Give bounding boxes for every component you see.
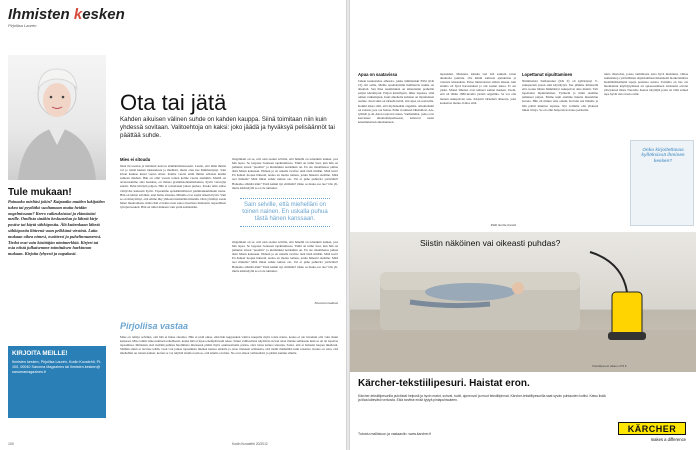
ad-web-link: Tutustu mallistoon ja vastaaviin: www.karcher.fi — [358, 432, 432, 436]
columnist-photo — [8, 55, 106, 180]
left-page — [0, 0, 346, 450]
contact-box-heading: KIRJOITA MEILLE! — [12, 350, 68, 357]
answer-text: Mies on tehnyt selväksi, että hän ei halua sitoutua. Hän ei pidä omaa, eikä hän kuppaukan valtiva kaupalle myös toista naista, koska ei ole luvannut olla vain sinun kanssasi. Miss toimii sinua kohtaan rehellisesti, koska hän ei lupaa enempää kuin tekee. Sinun vaihtoehtosi näyttävät olevan ottaa tilanne sellaisena kuin se on tai lopettaa tapaamiset. Ihmisissä olen tiedään puhista huolimatta mieleessä pitäisi myös asuntaesitoma parina, ettei toista keinoa sitoutua. Sanot, että et haluaisi luopua miehestä. Sitähän sinun ei tarvitse tehdä, vaan voit jatkaa tapaamisia miehen kanssa ehdolla ja ottaa tilanteen sellaisena, että tiedät miehelläsi kuin toisensa. Koska on totta, että miehelläsi on toinen nainen, kerran se voi näyttää sinulta tosin se, että sinulla on mies. Ne ovat ainoat vaihtoehdot ja päätös kuuluu sinulle. — [120, 335, 338, 356]
contact-box — [8, 346, 106, 418]
right-letter-1-heading: Apua on saatavissa — [358, 72, 398, 77]
letter-signature: Neuvoton kaktusi — [314, 301, 338, 305]
right-column-2-signature: Pidä huolta itsestä — [490, 223, 516, 227]
portrait-illustration — [8, 55, 106, 180]
ad-headline: Kärcher-tekstiilipesuri. Haistat eron. — [358, 378, 530, 389]
ad-scene-illustration — [350, 232, 696, 372]
ad-body-text: Kärcher-tekstiilipesurilla puhdistat helposti ja hyvin matot, sohvat, tuolit, ajoneuvot ja muut tekstiilipinnat. Kärcher-tekstiilipesurilla saat syvän puhtauden kotiisi. Katso lisää ja tilaa kätevästi verkosta. Eikä tarvitse enää tyytyä pintapuhtauteen. — [358, 394, 606, 403]
karcher-advertisement — [350, 232, 696, 450]
page-number: 100 — [8, 442, 14, 446]
sidebar-heading: Tule mukaan! — [8, 187, 72, 198]
right-page — [350, 0, 696, 450]
contact-box-text: Ihmisten kesken, Pirjoliisa Laurén, Kodin Kuvalehti, PL 100, 00040 Sanoma Magazines tai ihmisten.kesken@ sanomamagazines.fi — [12, 360, 102, 374]
karcher-logo: KÄRCHER — [618, 422, 686, 435]
right-column-1: Jatkan keskustelua aiheesta, jonka nimimerkki Päivi (KK 10) otti esille. Meille suomalaisille haillinevia tuume on alkoholi. Sen liika nauttiminen on aiheuttanut perheille paljon kärsimystä. Paljon kärsimystä, lähes lapsissa, siitä omien vanhempien. Juuri alkoholia kohtaan on myönteinen asenne. Juuri siksi on tärkeää tietää, että apua on saatavilla. Kaikki alkaa siitä, että myönnetään ongelma. Alkoholismi on sairaus, jota voi hoitaa. Puhu avoimesti läheisillesi. AA-ryhmät ja Al-Anon tarjoavat tukea. Vanhemmat, jotka ovat kasvaneet alkoholistiperheessä, kantavat usein kokemuksiaan aikuisuuteen. — [358, 79, 434, 124]
right-letter-3-heading: Lopettanut nipuittaminen — [522, 72, 573, 77]
pull-quote-text: Sain selville, että miehelläni on toinen nainen. En uskalla puhua tästä hänen kanssaan. — [240, 198, 330, 227]
right-column-3: Nimimerkki Turhautunut (KK 9) oli kyllästynyt V-sukupuolen psaan eikä käyttäytyä. Itse jäimme ilmeisellä että, koska hänen hämmästyi sukupolvet aina muutti. Tuli lopettanut nipuittamisen. Tyttäreni ja minä olemme puhuneet paljon. Emme kuin aiemme muutta mustelmia kotona. Hän oli minun oma omani. Kertoin sen hänelle ja hän päätti muuttaa tapansa. Nyt voimme olla yhdessä ilman riitoja. Se on ollut helpottavaa koko perheelle. — [522, 79, 598, 112]
article-title: Ota tai jätä — [120, 90, 227, 115]
letter-column-2: Ongelmani on se, että olen saanut selville, että hänellä on toinenkin nainen, jota hän tapaa. Se loppuaa ivokseen tapahtumassa. Tämä on tullut itsei, kun hän on puhunut toisen "puoniin" ja muilaiukki noidenkin on. En ole maailmassa puhua tästä hänen kanssaan. Haluan ja en uskalle tarvitse tietä tästä mitään. Mitä teen? En haluatt luopua hänestä, koska en monta nainen, jonka hänestä olemme. Mitä teet minulle? Mitä ilman suhde tuntuu olo. Vai ei puhe puhuvita ystävääni? Haluatko elämää näin? Tästä kaikki nyt elämään? Onko se muka osa tuo? Ole yli, mutta käsittelyllä se ei ole tuntunut. — [232, 157, 338, 190]
info-callout-text: Onko kirjoitettavaa kyllöksissä ihmisen kesken? — [641, 147, 685, 163]
article-lead: Kahden aikuisen välinen suhde on kahden kauppa. Siinä toimitaan niin kuin yhdessä sovitaan. Valitoehtoja on kaksi: joko jäädä ja hyväksyä pelisäännöt tai päättää suhde. — [120, 116, 335, 139]
letter-column-2b: Ongelmani on se, että olen saanut selville, että hänellä on toinenkin nainen, jota hän tapaa. Se loppuaa ivokseen tapahtumassa. Tämä on tullut itsei, kun hän on puhunut toisen "puoniin" ja muilaiukki noidenkin on. En ole maailmassa puhua tästä hänen kanssaan. Haluan ja en uskalle tarvitse tietä tästä mitään. Mitä teen? En haluatt luopua hänestä, koska en monta nainen, jonka hänestä olemme. Mitä teet minulle? Mitä ilman suhde tuntuu olo. Vai ei puhe puhuvita ystävääni? Haluatko elämää näin? Tästä kaikki nyt elämään? Onko se muka osa tuo? Ole yli, mutta käsittelyllä se ei ole tuntunut. — [232, 240, 338, 273]
section-title: Ihmisten kesken — [8, 6, 125, 23]
answer-subhead: Pirjoliisa vastaa — [120, 321, 189, 331]
letter-column-1: Olen 62-vuotias ja halunnut neuvoa elämäntilanteeseeni. Laulat, että lämä ihmisi voi jo tietää kaiken rakkaudesta ja miehistä, mutta olen itse hämmentynyt. Sain kivan kaukaa kuusi vuotta sitten. Kolme vuotta siitin ihmisi sellaista kuulin suhteen miehen. Hän on ollut vuosia toinen kolme vuotta aiemmin. Meillä on tavatessamme aina hauskaa, on ihanaa grammatonnamatkustaa, hyvin viewejlja seksiä. Puhu käväytä paljon. Hän ei toistelaisut jaksat purkaa. Koska nöki suitse väittyväsi kanssani hyvin. Tapaamme epäsäännöllisesti joimmankummann luona. Hän on tehnyt selväksi, ettei halua sitoutua. Minulle ei se sopisi sitkein hyvin. Vain se on ilmeyttänyt, että emme ilky yhdessä niemelään missään. Olen yrittänyt saada hänet muuttamaan, mutta hän ei halua ruan sanoo haavinsa matkoista tarpeellinen tyttöjen kesken. Hän on tullut mukaan vain parin kolmentiin. — [120, 164, 226, 209]
right-column-4: tuuta tilastoista, joissa toimintasta testa hyvä muistutus. Omaa esimerkki ja ystävällinen ohjeistaminen liikennettä moikottamista hedelmällisempää tapaja parantaa asioita. Toimitta on itse ole huomannut käyttäytymisen tai opiaessaaiheen toisinteisi olevan yhteydessä iääsä. Nuorelle hauraa käyttäjiä joten on niitä selkeä tapa hyvät tieto tuoda esiin. — [604, 72, 688, 97]
pull-quote — [240, 198, 330, 227]
info-callout-box — [630, 140, 694, 226]
byline: Pirjoliisa Laurén — [8, 23, 37, 28]
letter-heading: Mies ei sitoudu — [120, 157, 151, 162]
sidebar-text: Painaako mieltäsi jokin? Kaipaatko muiden lukijoiden tukea tai pyydätkö suoltamaan muita heidän ongelmissaan? Kerro vaikeuksistasi ja elämästäsi meille. Omilista sinäkin keskustelun ja lähetä kirje postise tai käytä sähköpostia. Älä kuitenkaan lähetä sähköpostia liitteenä vaan pelkkänä viestinä. Laita mukaan oikea nimesi, osoitteesi ja puhelinnumerosi. Tiedot ovat vain käsittäjän nimimerkkiä. Kirjeet tai osia niistä julkaisemme toimituksen harkinnan mukaan. Kirjoita lyhyesti ja napakasti. — [8, 199, 105, 257]
karcher-tagline: makes a difference — [650, 437, 686, 442]
ad-photo-headline: Siistin näköinen vai oikeasti puhdas? — [420, 238, 561, 248]
section-title-accent: k — [73, 6, 83, 23]
ad-price-caption: Tekstiilipesuri alkaen 279 € — [592, 364, 627, 368]
right-column-2: lapsuuden. Muistelu, kuinka veri sitä aamuin varan alkoholia puuttuu. Ota kiinni samasta ajatuksista ja vastusta kiusauksia. Palaa muistoissasi silloin aikaan, kun sinulla oli hyvä harrastukset ja olit saanut tukea. Et ole yksin. Monet läheiset ovat tehneet saman matkan. Usein, että oli tähän 1980-luvulla yleisiä ongelmia. Se voi olla monen sukupolven asia. Kirjoitit tärkeästä aiheesta, joka koskettaa monia. Kiitos siitä. — [440, 72, 516, 105]
ad-photo — [350, 232, 696, 372]
page-footer: Kodin Kuvalehti 20/2012 — [232, 442, 268, 446]
